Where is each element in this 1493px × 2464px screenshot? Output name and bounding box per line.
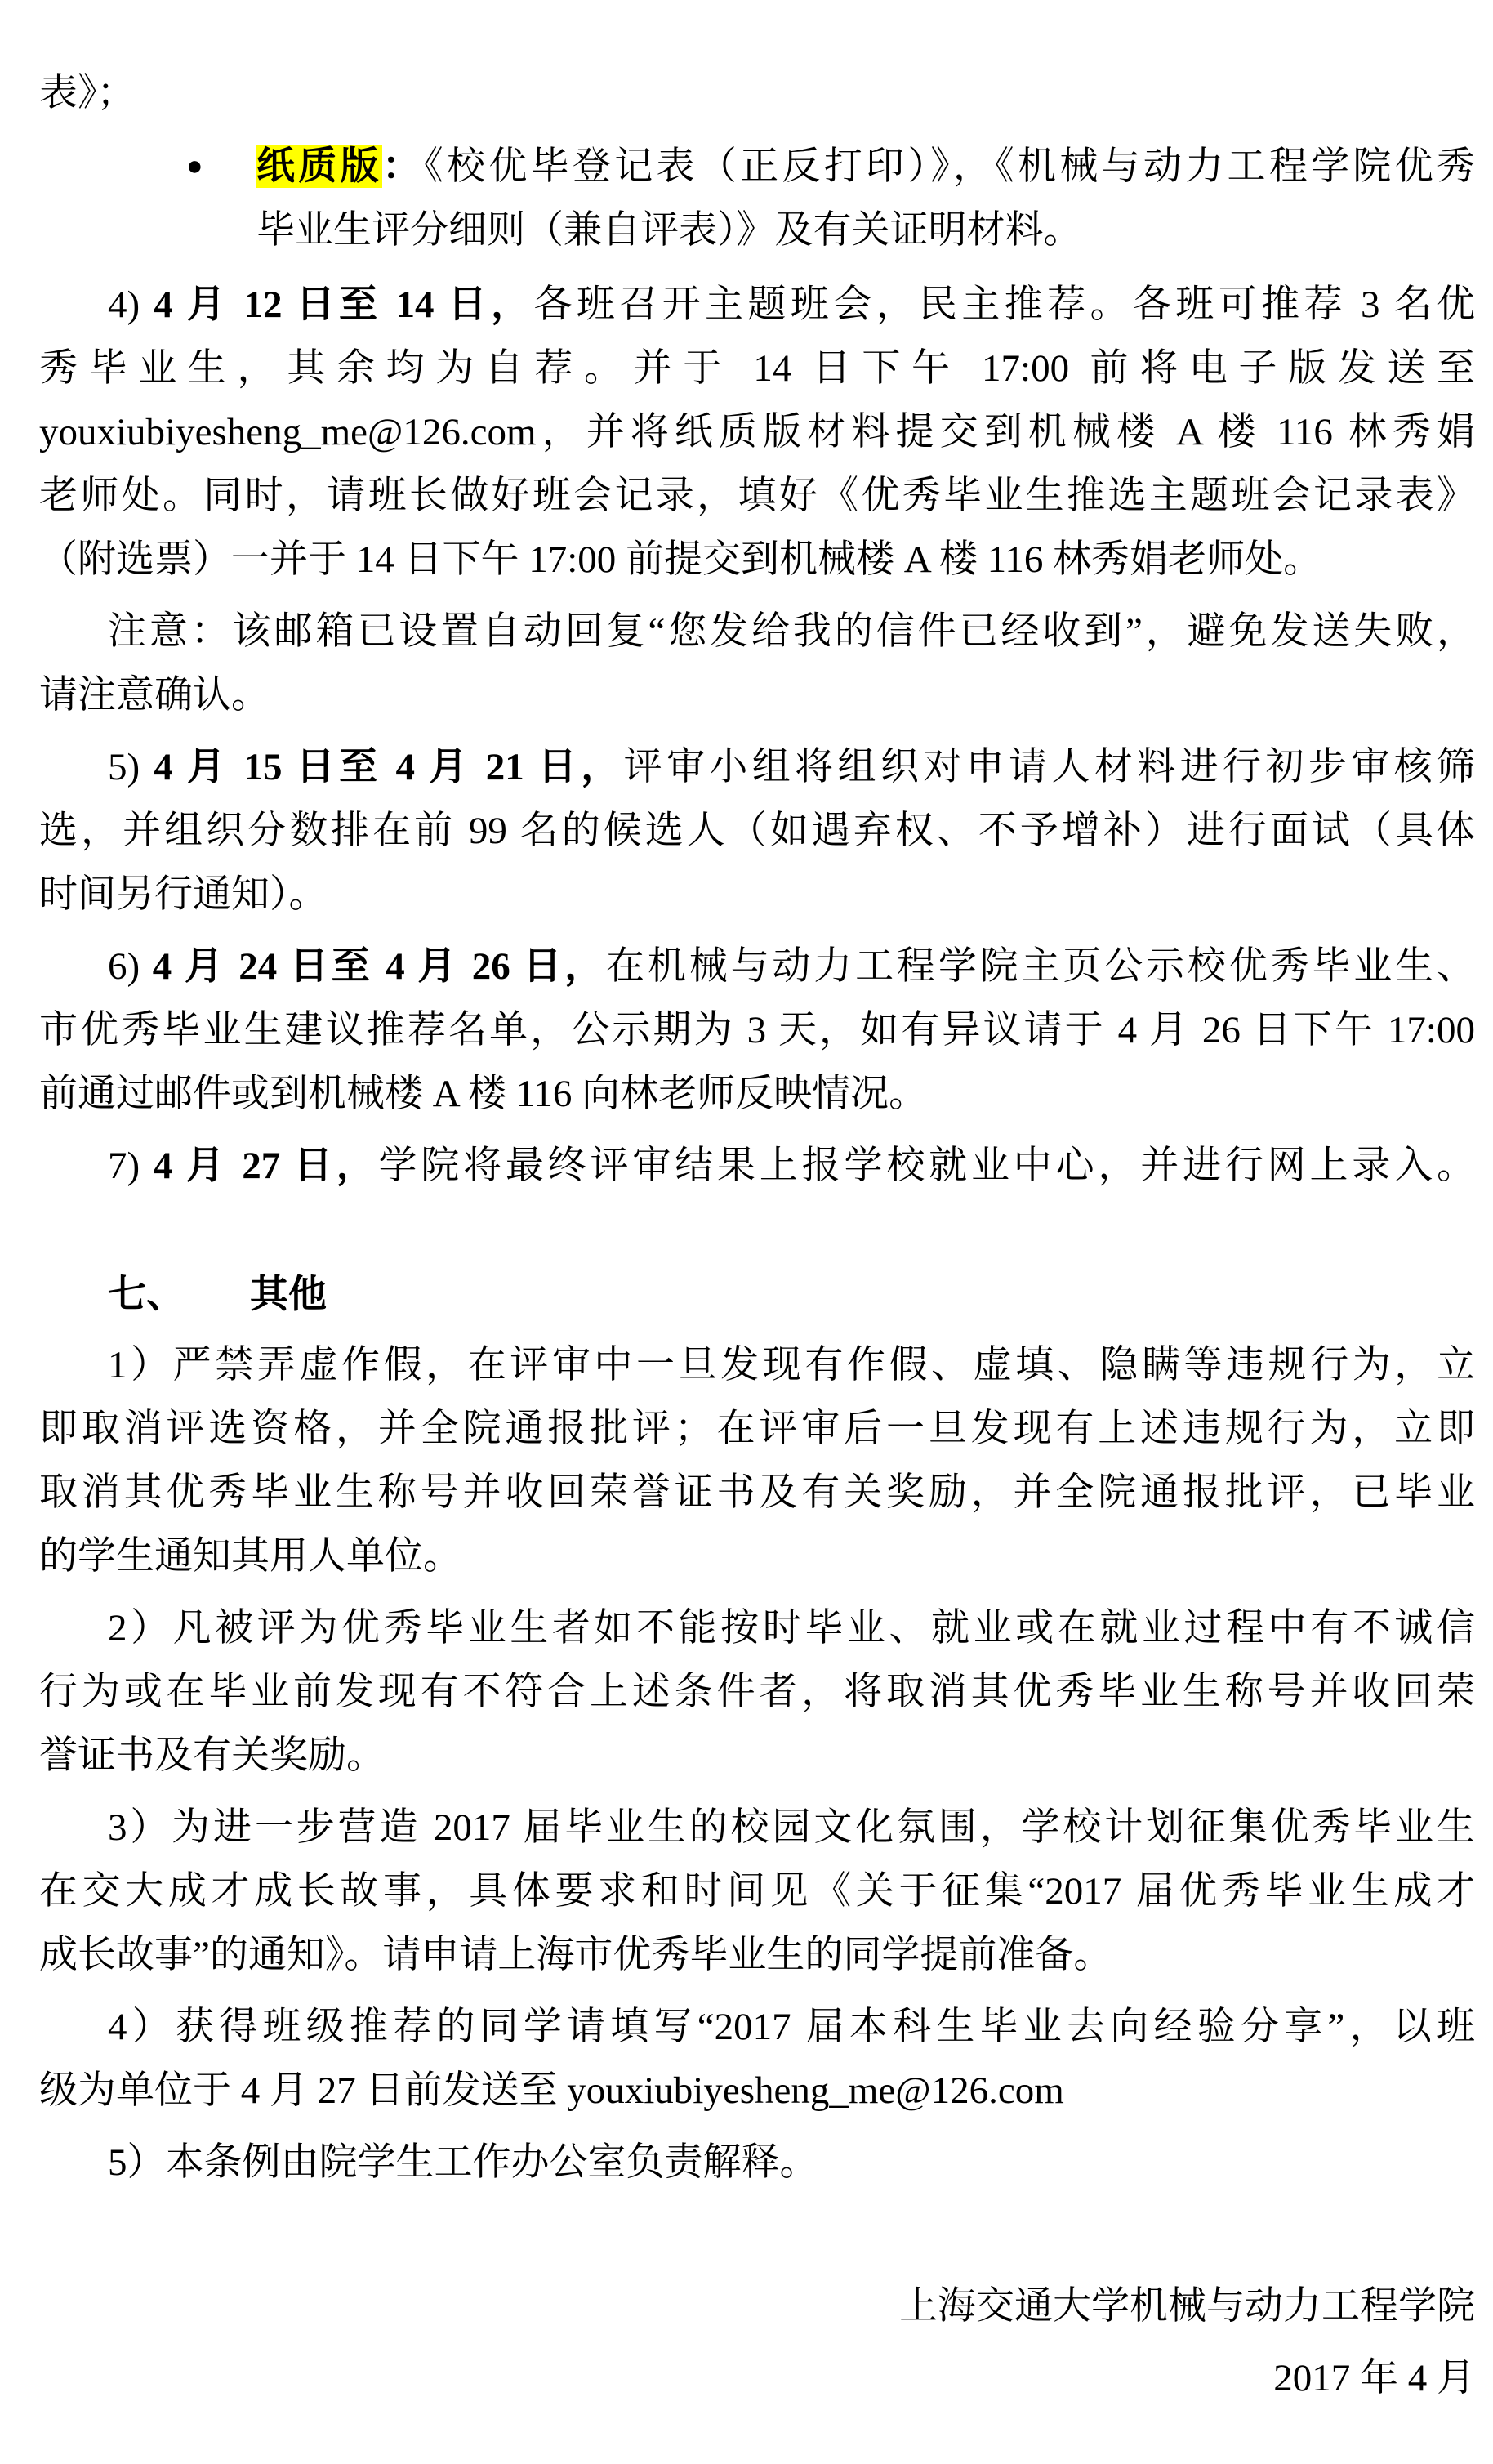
- text-line: [39, 1859, 1475, 1923]
- text-segment: 4 月 27 日，: [153, 1145, 379, 1187]
- text-segment: ：: [381, 145, 425, 188]
- text-line: [39, 863, 1475, 926]
- text-segment: 在交大成才成长故事，具体要求和时间见《关于征集“2017 届优秀毕业生成才: [39, 1870, 1475, 1913]
- text-segment: 的学生通知其用人单位。: [39, 1535, 461, 1578]
- text-segment: 4 月 15 日至 4 月 21 日，: [154, 746, 624, 788]
- text-segment: 取消其优秀毕业生称号并收回荣誉证书及有关奖励，并全院通报批评，已毕业: [39, 1471, 1475, 1514]
- text-line: [256, 199, 1475, 262]
- text-segment: 评审小组将组织对申请人材料进行初步审核筛: [623, 746, 1476, 788]
- text-line: [39, 2059, 1475, 2123]
- text-segment: 其他: [250, 1274, 327, 1316]
- item-7: [39, 1134, 1475, 1198]
- item-6: [39, 935, 1475, 1126]
- text-segment: youxiubiyesheng_me@126.com，并将纸质版材料提交到机械楼 A 楼 116 林秀娟: [39, 411, 1475, 453]
- cont-line: [39, 61, 1475, 125]
- highlighted-text: 纸质版: [256, 145, 382, 188]
- text-line: [39, 2131, 1475, 2194]
- other-1: [39, 1333, 1475, 1588]
- text-segment: 表》；: [39, 72, 136, 114]
- text-segment: 老师处。同时，请班长做好班会记录，填好《优秀毕业生推选主题班会记录表》: [39, 475, 1475, 517]
- other-4: [39, 1995, 1475, 2123]
- text-line: [39, 1263, 1475, 1327]
- text-line: [39, 1134, 1475, 1198]
- text-segment: 各班召开主题班会，民主推荐。各班可推荐 3 名优: [533, 283, 1476, 326]
- text-segment: 4): [108, 283, 154, 326]
- text-line: [39, 2270, 1475, 2342]
- text-line: [39, 1333, 1475, 1397]
- text-line: [39, 1923, 1475, 1987]
- text-line: [39, 799, 1475, 863]
- text-segment: 秀毕业生，其余均为自荐。并于 14 日下午 17:00 前将电子版发送至: [39, 347, 1475, 390]
- bullet-materials: [39, 135, 1475, 262]
- text-line: [39, 1062, 1475, 1126]
- text-segment: 级为单位于 4 月 27 日前发送至 youxiubiyesheng_me@126.com: [39, 2069, 1064, 2112]
- text-line: [39, 1397, 1475, 1461]
- text-segment: 5）本条例由院学生工作办公室负责解释。: [108, 2141, 818, 2184]
- text-segment: 市优秀毕业生建议推荐名单，公示期为 3 天，如有异议请于 4 月 26 日下午 17:00: [39, 1009, 1475, 1051]
- text-segment: 1）严禁弄虚作假，在评审中一旦发现有作假、虚填、隐瞒等违规行为，立: [108, 1344, 1475, 1386]
- section-heading: [39, 1263, 1475, 1327]
- text-segment: 3）为进一步营造 2017 届毕业生的校园文化氛围，学校计划征集优秀毕业生: [108, 1806, 1475, 1849]
- other-3: [39, 1796, 1475, 1987]
- item-4: [39, 273, 1475, 591]
- text-segment: 请注意确认。: [39, 674, 270, 716]
- text-segment: 誉证书及有关奖励。: [39, 1734, 385, 1777]
- text-segment: 2）凡被评为优秀毕业生者如不能按时毕业、就业或在就业过程中有不诚信: [108, 1607, 1475, 1649]
- text-segment: （附选票）一并于 14 日下午 17:00 前提交到机械楼 A 楼 116 林秀娟老师处。: [39, 538, 1322, 581]
- text-line: [39, 400, 1475, 464]
- text-segment: 选，并组织分数排在前 99 名的候选人（如遇弃权、不予增补）进行面试（具体: [39, 810, 1475, 852]
- text-segment: 七、: [108, 1274, 185, 1316]
- text-segment: 5): [108, 746, 154, 788]
- text-line: [39, 663, 1475, 727]
- text-line: [256, 135, 1475, 199]
- text-line: [39, 935, 1475, 998]
- text-segment: 行为或在毕业前发现有不符合上述条件者，将取消其优秀毕业生称号并收回荣: [39, 1671, 1475, 1713]
- text-line: [39, 2342, 1475, 2414]
- text-segment: 成长故事”的通知》。请申请上海市优秀毕业生的同学提前准备。: [39, 1934, 1112, 1976]
- text-line: [39, 1724, 1475, 1788]
- text-segment: 6): [108, 945, 153, 988]
- text-segment: 4）获得班级推荐的同学请填写“2017 届本科生毕业去向经验分享”，以班: [108, 2006, 1475, 2048]
- text-line: [39, 337, 1475, 400]
- text-segment: 7): [108, 1145, 154, 1187]
- text-segment: 即取消评选资格，并全院通报批评；在评审后一旦发现有上述违规行为，立即: [39, 1408, 1475, 1450]
- other-2: [39, 1596, 1475, 1788]
- text-line: [39, 464, 1475, 528]
- text-line: [39, 600, 1475, 663]
- text-segment: 4 月 24 日至 4 月 26 日，: [152, 945, 607, 988]
- text-segment: 前通过邮件或到机械楼 A 楼 116 向林老师反映情况。: [39, 1073, 928, 1115]
- text-segment: 毕业生评分细则（兼自评表）》及有关证明材料。: [256, 209, 1082, 252]
- text-line: [39, 1596, 1475, 1660]
- other-5: [39, 2131, 1475, 2194]
- footer-block: [39, 2270, 1475, 2414]
- text-line: [39, 1461, 1475, 1524]
- text-line: [39, 1796, 1475, 1859]
- text-line: [39, 1524, 1475, 1588]
- text-segment: 注意：该邮箱已设置自动回复“您发给我的信件已经收到”，避免发送失败，: [108, 610, 1475, 653]
- text-line: [39, 528, 1475, 591]
- text-segment: 2017 年 4 月: [1273, 2357, 1475, 2399]
- bullet-icon: ●: [186, 151, 203, 181]
- text-line: [39, 273, 1475, 337]
- text-segment: 4 月 12 日至 14 日，: [154, 283, 534, 326]
- text-line: [39, 735, 1475, 799]
- text-segment: 上海交通大学机械与动力工程学院: [899, 2285, 1475, 2328]
- text-segment: 《校优毕登记表（正反打印）》，《机械与动力工程学院优秀: [424, 145, 1476, 188]
- document-content: [39, 61, 1475, 2414]
- text-segment: 在机械与动力工程学院主页公示校优秀毕业生、: [606, 945, 1475, 988]
- text-segment: 学院将最终评审结果上报学校就业中心，并进行网上录入。: [378, 1145, 1476, 1187]
- text-line: [39, 1660, 1475, 1724]
- text-segment: 时间另行通知）。: [39, 873, 328, 916]
- text-line: [39, 61, 1475, 125]
- text-line: [39, 998, 1475, 1062]
- text-line: [39, 1995, 1475, 2059]
- item-5: [39, 735, 1475, 926]
- note-paragraph: [39, 600, 1475, 727]
